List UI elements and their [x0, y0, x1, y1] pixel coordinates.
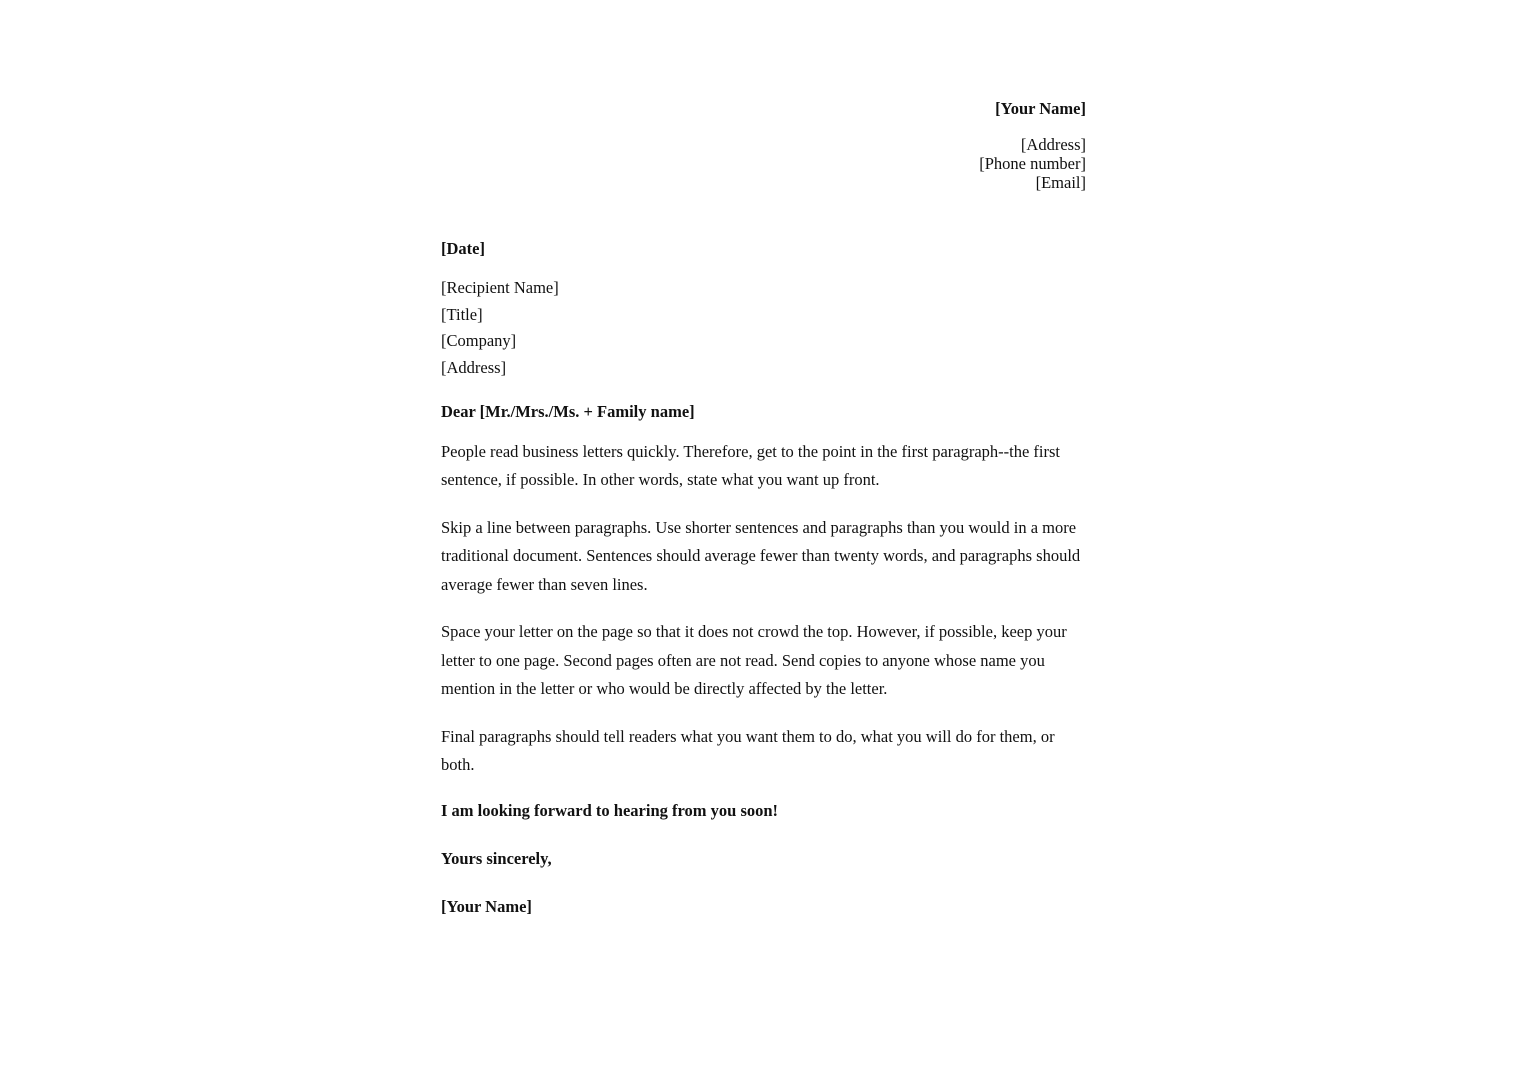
- sign-off: Yours sincerely,: [441, 848, 552, 868]
- letter-body: [441, 97, 1086, 919]
- body-paragraph: Space your letter on the page so that it does not crowd the top. However, if possible, keep your letter to one page. Second pages often are not read. Send copies to anyone whose name you mention in the letter or who would be directly affected by the letter.: [441, 622, 1067, 699]
- sender-address: [Address]: [1020, 135, 1086, 154]
- body-paragraph: Final paragraphs should tell readers what you want them to do, what you will do for them, or both.: [441, 726, 1055, 775]
- sender-email: [Email]: [1035, 173, 1086, 192]
- sender-block: [441, 97, 1086, 192]
- recipient-name: [Recipient Name]: [441, 278, 559, 297]
- sender-name: [Your Name]: [995, 99, 1086, 118]
- sender-phone: [Phone number]: [979, 154, 1086, 173]
- signature-name: [Your Name]: [441, 896, 532, 916]
- salutation: Dear [Mr./Mrs./Ms. + Family name]: [441, 401, 695, 421]
- recipient-block: [441, 275, 1086, 382]
- recipient-address: [Address]: [441, 358, 507, 378]
- body-paragraph: Skip a line between paragraphs. Use shorter sentences and paragraphs than you would in a more traditional document. Sentences should average fewer than twenty words, and paragraphs should average fewer than seven lines.: [441, 517, 1081, 594]
- body-paragraph: People read business letters quickly. Therefore, get to the point in the first paragraph--the first sentence, if possible. In other words, state what you want up front.: [441, 441, 1061, 490]
- recipient-title: [Title]: [441, 304, 483, 324]
- closing-statement: I am looking forward to hearing from you soon!: [441, 800, 779, 820]
- recipient-company: [Company]: [441, 331, 517, 351]
- letter-date: [Date]: [441, 239, 485, 258]
